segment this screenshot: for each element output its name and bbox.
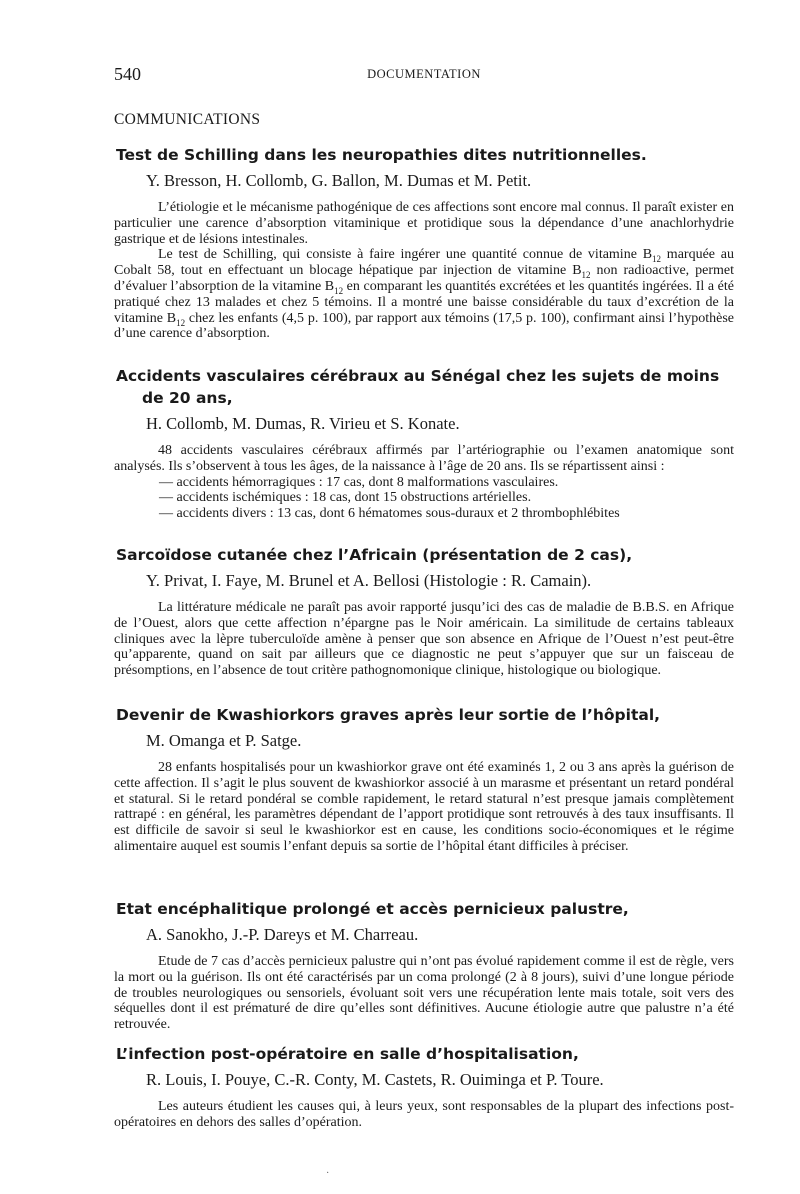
article-authors: Y. Privat, I. Faye, M. Brunel et A. Bellosi (Histologie : R. Camain). bbox=[146, 571, 592, 590]
article-title: Sarcoïdose cutanée chez l’Africain (présentation de 2 cas), bbox=[116, 546, 633, 564]
page-number: 540 bbox=[114, 64, 141, 84]
article-abstract bbox=[114, 443, 734, 522]
header-title: DOCUMENTATION bbox=[367, 67, 481, 81]
article-authors: M. Omanga et P. Satge. bbox=[146, 731, 302, 750]
article-1 bbox=[114, 144, 734, 342]
article-title: Devenir de Kwashiorkors graves après leur sortie de l’hôpital, bbox=[116, 706, 661, 724]
article-5 bbox=[114, 898, 734, 1033]
article-authors: A. Sanokho, J.-P. Dareys et M. Charreau. bbox=[146, 925, 419, 944]
article-authors: H. Collomb, M. Dumas, R. Virieu et S. Konate. bbox=[146, 414, 460, 433]
article-title: Etat encéphalitique prolongé et accès pernicieux palustre, bbox=[116, 900, 629, 918]
abstract-paragraph: 48 accidents vasculaires cérébraux affirmés par l’artériographie ou l’examen anatomique sont analysés. Ils s’observent à tous les âges, de la naissance à l’âge de 20 ans. Ils se répartissent ainsi : bbox=[114, 443, 734, 474]
article-abstract bbox=[114, 760, 734, 855]
article-6 bbox=[114, 1043, 734, 1131]
section-label: COMMUNICATIONS bbox=[114, 111, 261, 128]
list-item: — accidents hémorragiques : 17 cas, dont 8 malformations vasculaires. bbox=[159, 474, 559, 490]
article-authors: Y. Bresson, H. Collomb, G. Ballon, M. Dumas et M. Petit. bbox=[146, 171, 532, 190]
article-abstract bbox=[114, 200, 734, 342]
article-abstract bbox=[114, 1099, 734, 1131]
list-item: — accidents ischémiques : 18 cas, dont 15 obstructions artérielles. bbox=[159, 490, 532, 506]
article-title: Accidents vasculaires cérébraux au Sénégal chez les sujets de moins de 20 ans, bbox=[116, 367, 720, 407]
abstract-paragraph: 28 enfants hospitalisés pour un kwashiorkor grave ont été examinés 1, 2 ou 3 ans après la guérison de cette affection. Il s’agit le plus souvent de kwashiorkor associé à un marasme et présentant un retard pondéral et statural. Si le retard pondéral se comble rapidement, le retard statural n’est presque jamais complètement rattrapé : en général, les paramètres dépendant de l’apport protidique sont retrouvés à des taux insuffisants. Il est difficile de savoir si seul le kwashiorkor est en cause, les conditions socio-économiques et le régime alimentaire auquel est soumis l’enfant depuis sa sortie de l’hôpital étant difficiles à préciser. bbox=[114, 760, 734, 854]
article-title: Test de Schilling dans les neuropathies dites nutritionnelles. bbox=[116, 146, 647, 164]
abstract-paragraph: Le test de Schilling, qui consiste à faire ingérer une quantité connue de vitamine $B_{12}$ marquée au Cobalt 58, tout en effectuant un blocage hépatique par injection de vitamine $B_{12}$ non radioactive, permet d’évaluer l’absorption de la vitamine $B_{12}$ en comparant les quantités excrétées et les quantités ingérées. Il a été pratiqué chez 13 malades et chez 5 témoins. Il a montré une baisse considérable du taux d’excrétion de la vitamine $B_{12}$ chez les enfants (4,5 p. 100), par rapport aux témoins (17,5 p. 100), confirmant ainsi l’hypothèse d’une carence d’absorption. bbox=[114, 247, 734, 342]
abstract-paragraph: La littérature médicale ne paraît pas avoir rapporté jusqu’ici des cas de maladie de B.B.S. en Afrique de l’Ouest, alors que cette affection n’épargne pas le Noir américain. La similitude de certains tableaux cliniques avec la lèpre tuberculoïde amène à penser que son absence en Afrique de l’Ouest n’est peut-être qu’apparente, quand on sait par ailleurs que ce diagnostic ne peut s’appuyer que sur un faisceau de présomptions, en l’absence de tout critère pathognomonique clinique, histologique ou biologique. bbox=[114, 600, 734, 679]
abstract-paragraph: Les auteurs étudient les causes qui, à leurs yeux, sont responsables de la plupart des infections post-opératoires en dehors des salles d’opération. bbox=[114, 1099, 734, 1130]
abstract-paragraph: Etude de 7 cas d’accès pernicieux palustre qui n’ont pas évolué rapidement comme il est de règle, vers la mort ou la guérison. Ils ont été caractérisés par un coma prolongé (2 à 8 jours), suivi d’une longue période de troubles neurologiques ou sensoriels, évoluant soit vers une récupération lente mais totale, soit vers des séquelles dont il est prématuré de dire qu’elles sont définitives. Aucune étiologie autre que palustre n’a été retrouvée. bbox=[114, 954, 734, 1033]
article-3 bbox=[114, 544, 734, 679]
article-abstract bbox=[114, 600, 734, 679]
article-title: L’infection post-opératoire en salle d’hospitalisation, bbox=[116, 1045, 579, 1063]
footer-mark: · bbox=[326, 1168, 330, 1179]
article-authors: R. Louis, I. Pouye, C.-R. Conty, M. Castets, R. Ouiminga et P. Toure. bbox=[146, 1070, 604, 1089]
abstract-list bbox=[114, 475, 734, 522]
article-2 bbox=[114, 365, 734, 522]
running-header bbox=[114, 64, 734, 88]
article-4 bbox=[114, 704, 734, 855]
article-abstract bbox=[114, 954, 734, 1033]
list-item: — accidents divers : 13 cas, dont 6 hématomes sous-duraux et 2 thrombophlébites bbox=[159, 506, 620, 522]
abstract-paragraph: L’étiologie et le mécanisme pathogénique de ces affections sont encore mal connus. Il paraît exister en particulier une carence d’absorption vitaminique et protidique sous la dépendance d’une anachlorhydrie gastrique et de lésions intestinales. bbox=[114, 200, 734, 247]
